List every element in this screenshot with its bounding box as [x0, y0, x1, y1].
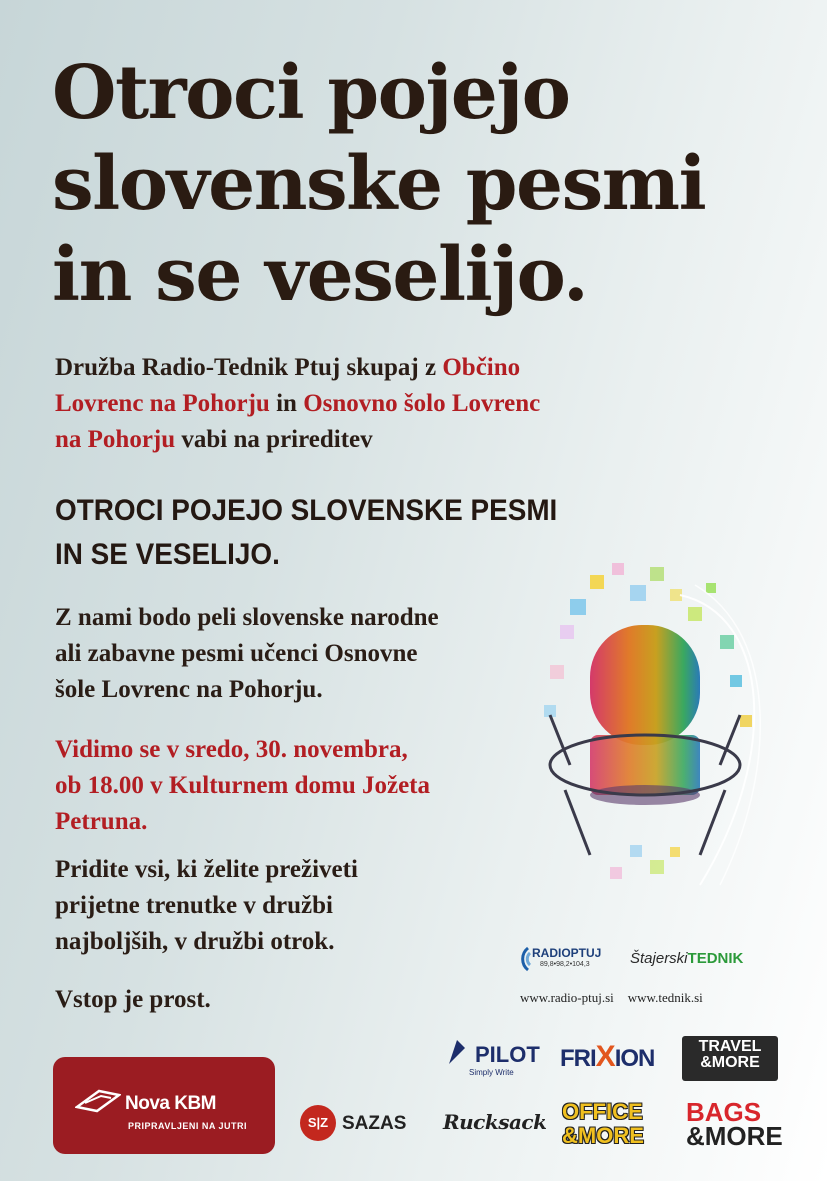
pilot-pen-icon: [445, 1038, 469, 1066]
event-title-line-1: OTROCI POJEJO SLOVENSKE PESMI: [55, 494, 558, 527]
media-urls: [520, 990, 780, 1006]
intro-sola-2: na Pohorju: [55, 426, 176, 453]
url-tednik[interactable]: www.tednik.si: [627, 990, 703, 1005]
title-line-2: slovenske pesmi: [52, 141, 706, 227]
nova-kbm-emblem-icon: [75, 1085, 121, 1115]
description-line-1: Z nami bodo peli slovenske narodne: [55, 604, 439, 631]
when-line-2: ob 18.00 v Kulturnem domu Jožeta: [55, 772, 430, 799]
description-paragraph: [55, 600, 575, 708]
intro-paragraph: [55, 350, 755, 458]
stajerski-tednik-logo: [630, 950, 743, 967]
bags-text: BAGS: [686, 1097, 762, 1127]
radio-frequencies: 89,8•98,2•104,3: [540, 961, 590, 968]
tednik-name: TEDNIK: [687, 950, 744, 967]
date-location-paragraph: [55, 732, 575, 840]
bags-more-text: &MORE: [686, 1121, 783, 1151]
frixion-logo: [560, 1040, 654, 1074]
description-line-3: šole Lovrenc na Pohorju.: [55, 676, 323, 703]
url-radio-ptuj[interactable]: www.radio-ptuj.si: [520, 990, 614, 1005]
sazas-name: SAZAS: [342, 1113, 407, 1134]
tednik-prefix: Štajerski: [630, 950, 688, 967]
title-line-1: Otroci pojejo: [52, 50, 570, 136]
invite-line-2: prijetne trenutke v družbi: [55, 892, 333, 919]
sazas-emblem: S|Z: [300, 1105, 336, 1141]
office-more-logo: [562, 1100, 644, 1148]
microphone-illustration: [530, 555, 780, 895]
pilot-name: PILOT: [475, 1042, 540, 1067]
invite-line-1: Pridite vsi, ki želite preživeti: [55, 856, 358, 883]
rucksack-logo: Rucksack: [443, 1110, 547, 1134]
free-entry-text: Vstop je prost.: [55, 986, 211, 1013]
frixion-part-2: ION: [614, 1045, 655, 1072]
office-text: OFFICE: [562, 1099, 643, 1124]
poster-title: [52, 48, 792, 321]
frixion-part-1: FRI: [560, 1045, 596, 1072]
radio-name: RADIOPTUJ: [532, 946, 602, 960]
nova-kbm-logo: [53, 1057, 275, 1154]
travel-text: TRAVEL: [698, 1038, 762, 1055]
radio-waves-icon: [510, 944, 532, 974]
when-line-1: Vidimo se v sredo, 30. novembra,: [55, 736, 408, 763]
travel-more-logo: [682, 1036, 778, 1081]
nova-kbm-name: Nova KBM: [125, 1093, 217, 1114]
title-line-3: in se veselijo.: [52, 232, 588, 318]
bags-more-logo: [686, 1097, 783, 1151]
nova-kbm-slogan: PRIPRAVLJENI NA JUTRI: [128, 1121, 248, 1131]
intro-sola: Osnovno šolo Lovrenc: [303, 390, 541, 417]
description-line-2: ali zabavne pesmi učenci Osnovne: [55, 640, 418, 667]
frixion-x: X: [595, 1040, 615, 1073]
intro-text-2: in: [269, 390, 304, 417]
pilot-slogan: Simply Write: [469, 1068, 514, 1077]
invite-paragraph: [55, 852, 575, 960]
office-more-text: &MORE: [562, 1123, 644, 1148]
event-title-line-2: IN SE VESELIJO.: [55, 538, 280, 571]
radio-ptuj-logo: [510, 944, 622, 976]
intro-obcina-2: Lovrenc na Pohorju: [55, 390, 270, 417]
intro-text-3: vabi na prireditev: [175, 426, 373, 453]
travel-more-text: &MORE: [700, 1054, 760, 1071]
when-line-3: Petruna.: [55, 808, 148, 835]
invite-line-3: najboljših, v družbi otrok.: [55, 928, 335, 955]
intro-obcina: Občino: [442, 354, 521, 381]
intro-text-1: Družba Radio-Tednik Ptuj skupaj z: [55, 354, 443, 381]
